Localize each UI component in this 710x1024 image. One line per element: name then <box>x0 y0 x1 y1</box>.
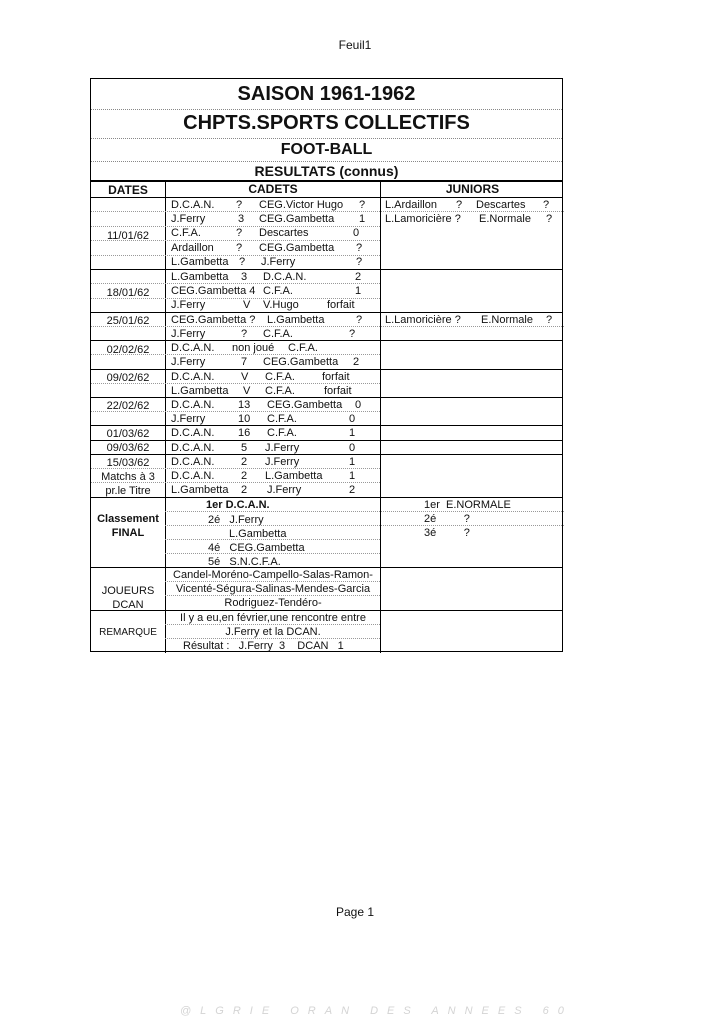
cadets-team-a: C.F.A. <box>171 227 201 239</box>
cadets-score-a: ? <box>239 256 246 268</box>
cadets-rank-5: 5é S.N.C.F.A. <box>208 556 281 568</box>
cadets-score-b: 1 <box>349 456 356 468</box>
cadets-score-a: V <box>241 371 249 383</box>
cadets-score-b: 2 <box>355 271 362 283</box>
cadets-team-b: C.F.A. <box>263 328 293 340</box>
date-label: 02/02/62 <box>106 344 150 356</box>
cadets-team-b: C.F.A. <box>267 427 297 439</box>
juniors-team-a: L.Lamoricière ? <box>385 314 461 326</box>
cadets-score-b: forfait <box>322 371 350 383</box>
players-line: Rodriguez-Tendéro- <box>224 597 322 609</box>
cadets-team-a: D.C.A.N. <box>171 470 215 482</box>
cadets-team-b: J.Ferry <box>265 456 300 468</box>
cadets-score-a: 16 <box>238 427 251 439</box>
cadets-team-b: CEG.Gambetta <box>263 356 339 368</box>
juniors-score-b: ? <box>546 213 553 225</box>
cadets-team-a: D.C.A.N. <box>171 456 215 468</box>
cadets-team-a: L.Gambetta <box>171 271 229 283</box>
date-label: 22/02/62 <box>106 400 150 412</box>
cadets-team-b: C.F.A. <box>288 342 318 354</box>
cadets-team-a: D.C.A.N. <box>171 399 215 411</box>
header-juniors: JUNIORS <box>445 182 500 196</box>
cadets-team-a: D.C.A.N. <box>171 442 215 454</box>
juniors-score-b: ? <box>546 314 553 326</box>
cadets-score-a: 2 <box>241 484 248 496</box>
date-label: 01/03/62 <box>106 428 150 440</box>
date-label: 09/02/62 <box>106 372 150 384</box>
cadets-score-b: 1 <box>349 427 356 439</box>
juniors-team-a: L.Ardaillon <box>385 199 437 211</box>
cadets-team-b: CEG.Gambetta <box>259 242 335 254</box>
players-line: Vicenté-Ségura-Salinas-Mendes-Garcia <box>175 583 371 595</box>
cadets-score-b: 1 <box>349 470 356 482</box>
cadets-team-a: L.Gambetta <box>171 256 229 268</box>
sheet-name: Feuil1 <box>338 38 372 52</box>
juniors-rank-1: 1er E.NORMALE <box>424 499 511 511</box>
juniors-rank-2: 2é ? <box>424 513 470 525</box>
date-label: pr.le Titre <box>105 485 151 497</box>
cadets-score-b: 1 <box>359 213 366 225</box>
championship-title: CHPTS.SPORTS COLLECTIFS <box>183 112 470 134</box>
cadets-score-b: 2 <box>349 484 356 496</box>
cadets-rank-2: 2é J.Ferry <box>208 514 264 526</box>
cadets-rank-1: 1er D.C.A.N. <box>206 499 270 511</box>
juniors-score-a: ? <box>456 199 463 211</box>
cadets-team-b: CEG.Victor Hugo <box>259 199 344 211</box>
cadets-team-b: J.Ferry <box>267 484 302 496</box>
classement-final-label: FINAL <box>111 527 145 539</box>
cadets-rank-3: L.Gambetta <box>229 528 287 540</box>
cadets-team-b: C.F.A. <box>265 371 295 383</box>
cadets-score-a: ? <box>241 328 248 340</box>
cadets-score-b: forfait <box>324 385 352 397</box>
cadets-team-a: J.Ferry <box>171 356 206 368</box>
juniors-rank-3: 3é ? <box>424 527 470 539</box>
sport-title: FOOT-BALL <box>280 141 373 158</box>
cadets-team-a: D.C.A.N. <box>171 199 215 211</box>
date-label: 11/01/62 <box>106 230 149 242</box>
cadets-team-a: D.C.A.N. <box>171 427 215 439</box>
cadets-score-a: 3 <box>238 213 245 225</box>
results-sheet <box>90 78 563 652</box>
cadets-team-b: C.F.A. <box>267 413 297 425</box>
juniors-team-a: L.Lamoricière ? <box>385 213 461 225</box>
cadets-score-a: 5 <box>241 442 248 454</box>
cadets-score-b: ? <box>356 242 363 254</box>
cadets-score-a: V <box>243 299 251 311</box>
date-label: Matchs à 3 <box>101 471 155 483</box>
cadets-team-b: J.Ferry <box>265 442 300 454</box>
cadets-score-b: 2 <box>353 356 360 368</box>
cadets-team-a: J.Ferry <box>171 299 206 311</box>
juniors-team-b: E.Normale <box>481 314 533 326</box>
cadets-score-a: V <box>243 385 251 397</box>
cadets-score-b: forfait <box>327 299 355 311</box>
remark-line: Il y a eu,en février,une rencontre entre <box>180 612 366 624</box>
cadets-team-b: L.Gambetta <box>267 314 325 326</box>
cadets-score-a: 2 <box>241 470 248 482</box>
joueurs-team-label: DCAN <box>112 599 144 611</box>
cadets-team-a: J.Ferry <box>171 213 206 225</box>
cadets-score-b: 0 <box>349 413 356 425</box>
cadets-team-b: CEG.Gambetta <box>267 399 343 411</box>
cadets-score-a: non joué <box>232 342 275 354</box>
cadets-team-b: L.Gambetta <box>265 470 323 482</box>
cadets-score-a: ? <box>236 242 243 254</box>
cadets-rank-4: 4é CEG.Gambetta <box>208 542 305 554</box>
header-cadets: CADETS <box>248 182 298 196</box>
cadets-team-a: J.Ferry <box>171 328 206 340</box>
cadets-score-a: 13 <box>238 399 251 411</box>
juniors-team-b: E.Normale <box>479 213 531 225</box>
cadets-score-b: ? <box>359 199 366 211</box>
cadets-team-b: C.F.A. <box>263 285 293 297</box>
remark-line: J.Ferry et la DCAN. <box>225 626 321 638</box>
season-title: SAISON 1961-1962 <box>237 83 416 105</box>
date-label: 25/01/62 <box>106 315 150 327</box>
cadets-team-a: D.C.A.N. <box>171 342 215 354</box>
date-label: 09/03/62 <box>106 442 150 454</box>
cadets-team-b: D.C.A.N. <box>263 271 307 283</box>
cadets-score-b: ? <box>356 314 363 326</box>
cadets-team-b: CEG.Gambetta <box>259 213 335 225</box>
cadets-team-a: CEG.Gambetta 4 <box>171 285 256 297</box>
cadets-team-a: L.Gambetta <box>171 385 229 397</box>
page-number: Page 1 <box>335 905 375 919</box>
cadets-team-a: CEG.Gambetta ? <box>171 314 256 326</box>
cadets-team-b: V.Hugo <box>263 299 299 311</box>
juniors-team-b: Descartes <box>476 199 526 211</box>
joueurs-label: JOUEURS <box>101 585 155 597</box>
header-dates: DATES <box>108 183 148 197</box>
remarque-label: REMARQUE <box>99 627 157 638</box>
cadets-score-b: ? <box>349 328 356 340</box>
cadets-score-b: 1 <box>355 285 362 297</box>
cadets-score-a: ? <box>236 227 243 239</box>
cadets-score-a: 3 <box>241 271 248 283</box>
date-label: 18/01/62 <box>106 287 150 299</box>
cadets-score-a: 7 <box>241 356 248 368</box>
cadets-team-b: C.F.A. <box>265 385 295 397</box>
date-label: 15/03/62 <box>106 457 150 469</box>
cadets-score-a: 10 <box>238 413 251 425</box>
cadets-score-b: 0 <box>349 442 356 454</box>
cadets-score-b: 0 <box>353 227 360 239</box>
cadets-score-a: ? <box>236 199 243 211</box>
cadets-score-b: ? <box>356 256 363 268</box>
cadets-score-b: 0 <box>355 399 362 411</box>
juniors-score-b: ? <box>543 199 550 211</box>
remark-line: Résultat : J.Ferry 3 DCAN 1 <box>183 640 344 652</box>
classement-label: Classement <box>97 513 159 525</box>
cadets-team-a: L.Gambetta <box>171 484 229 496</box>
cadets-team-b: J.Ferry <box>261 256 296 268</box>
cadets-team-a: D.C.A.N. <box>171 371 215 383</box>
cadets-score-a: 2 <box>241 456 248 468</box>
cadets-team-a: J.Ferry <box>171 413 206 425</box>
cadets-team-b: Descartes <box>259 227 309 239</box>
results-title: RESULTATS (connus) <box>254 163 399 179</box>
cadets-team-a: Ardaillon <box>171 242 214 254</box>
players-line: Candel-Moréno-Campello-Salas-Ramon- <box>173 569 373 581</box>
watermark: @LGRIE ORAN DES ANNEES 60 <box>180 1005 573 1017</box>
